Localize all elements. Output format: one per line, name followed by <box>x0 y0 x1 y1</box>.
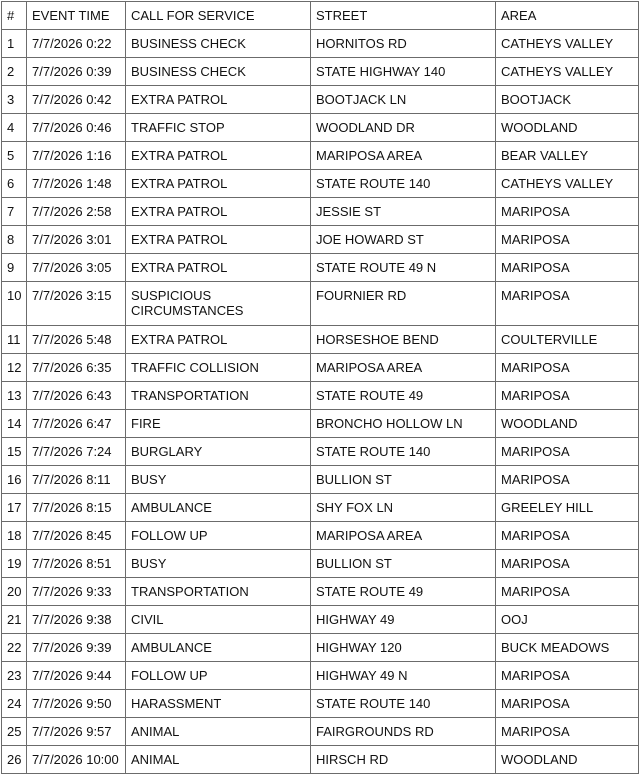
cell-event-time: 7/7/2026 1:48 <box>27 170 126 198</box>
table-body <box>2 30 639 774</box>
cell-area: MARIPOSA <box>496 578 639 606</box>
cell-number: 13 <box>2 382 27 410</box>
cell-area: MARIPOSA <box>496 438 639 466</box>
cell-number: 26 <box>2 746 27 774</box>
cell-call-for-service: FIRE <box>126 410 311 438</box>
column-header-event-time: EVENT TIME <box>27 2 126 30</box>
table-row <box>2 746 639 774</box>
column-header-street: STREET <box>311 2 496 30</box>
table-header-row <box>2 2 639 30</box>
cell-area: CATHEYS VALLEY <box>496 58 639 86</box>
cell-event-time: 7/7/2026 9:44 <box>27 662 126 690</box>
table-row <box>2 170 639 198</box>
cell-number: 22 <box>2 634 27 662</box>
cell-event-time: 7/7/2026 3:05 <box>27 254 126 282</box>
cell-number: 18 <box>2 522 27 550</box>
cell-event-time: 7/7/2026 8:11 <box>27 466 126 494</box>
table-row <box>2 86 639 114</box>
cell-street: HIGHWAY 49 <box>311 606 496 634</box>
table-row <box>2 382 639 410</box>
table-row <box>2 466 639 494</box>
cell-street: HIGHWAY 120 <box>311 634 496 662</box>
cell-event-time: 7/7/2026 9:38 <box>27 606 126 634</box>
cell-call-for-service: TRANSPORTATION <box>126 578 311 606</box>
cell-street: STATE ROUTE 140 <box>311 438 496 466</box>
cell-area: COULTERVILLE <box>496 326 639 354</box>
cell-number: 6 <box>2 170 27 198</box>
cell-number: 24 <box>2 690 27 718</box>
call-log-table <box>1 1 639 774</box>
cell-call-for-service: BUSINESS CHECK <box>126 58 311 86</box>
cell-event-time: 7/7/2026 3:15 <box>27 282 126 326</box>
cell-number: 21 <box>2 606 27 634</box>
table-row <box>2 606 639 634</box>
cell-event-time: 7/7/2026 8:51 <box>27 550 126 578</box>
cell-call-for-service: BUSY <box>126 550 311 578</box>
cell-area: MARIPOSA <box>496 466 639 494</box>
table-row <box>2 634 639 662</box>
cell-event-time: 7/7/2026 9:39 <box>27 634 126 662</box>
cell-number: 5 <box>2 142 27 170</box>
table-row <box>2 282 639 326</box>
table-row <box>2 114 639 142</box>
table-row <box>2 662 639 690</box>
cell-area: WOODLAND <box>496 746 639 774</box>
cell-call-for-service: BUSINESS CHECK <box>126 30 311 58</box>
cell-area: CATHEYS VALLEY <box>496 30 639 58</box>
cell-call-for-service: EXTRA PATROL <box>126 86 311 114</box>
cell-number: 11 <box>2 326 27 354</box>
table-row <box>2 326 639 354</box>
cell-event-time: 7/7/2026 10:00 <box>27 746 126 774</box>
table-row <box>2 494 639 522</box>
cell-street: MARIPOSA AREA <box>311 522 496 550</box>
cell-street: MARIPOSA AREA <box>311 354 496 382</box>
table-row <box>2 690 639 718</box>
cell-area: MARIPOSA <box>496 254 639 282</box>
cell-event-time: 7/7/2026 0:46 <box>27 114 126 142</box>
cell-street: FAIRGROUNDS RD <box>311 718 496 746</box>
cell-event-time: 7/7/2026 0:42 <box>27 86 126 114</box>
cell-call-for-service: TRANSPORTATION <box>126 382 311 410</box>
cell-event-time: 7/7/2026 8:45 <box>27 522 126 550</box>
cell-street: STATE ROUTE 49 <box>311 382 496 410</box>
cell-area: GREELEY HILL <box>496 494 639 522</box>
cell-street: STATE ROUTE 49 <box>311 578 496 606</box>
cell-call-for-service: BUSY <box>126 466 311 494</box>
cell-event-time: 7/7/2026 6:35 <box>27 354 126 382</box>
cell-number: 23 <box>2 662 27 690</box>
cell-call-for-service: HARASSMENT <box>126 690 311 718</box>
cell-call-for-service: FOLLOW UP <box>126 522 311 550</box>
cell-area: MARIPOSA <box>496 690 639 718</box>
cell-event-time: 7/7/2026 8:15 <box>27 494 126 522</box>
cell-number: 9 <box>2 254 27 282</box>
cell-event-time: 7/7/2026 2:58 <box>27 198 126 226</box>
cell-call-for-service: EXTRA PATROL <box>126 142 311 170</box>
cell-event-time: 7/7/2026 1:16 <box>27 142 126 170</box>
cell-event-time: 7/7/2026 0:22 <box>27 30 126 58</box>
cell-street: BULLION ST <box>311 550 496 578</box>
cell-call-for-service: TRAFFIC STOP <box>126 114 311 142</box>
cell-call-for-service: TRAFFIC COLLISION <box>126 354 311 382</box>
cell-number: 14 <box>2 410 27 438</box>
cell-street: BRONCHO HOLLOW LN <box>311 410 496 438</box>
cell-area: MARIPOSA <box>496 662 639 690</box>
cell-street: HORNITOS RD <box>311 30 496 58</box>
table-row <box>2 550 639 578</box>
cell-event-time: 7/7/2026 9:33 <box>27 578 126 606</box>
cell-number: 15 <box>2 438 27 466</box>
cell-call-for-service: EXTRA PATROL <box>126 326 311 354</box>
cell-call-for-service: EXTRA PATROL <box>126 226 311 254</box>
cell-number: 19 <box>2 550 27 578</box>
column-header-call-for-service: CALL FOR SERVICE <box>126 2 311 30</box>
table-row <box>2 718 639 746</box>
cell-call-for-service: CIVIL <box>126 606 311 634</box>
cell-street: HORSESHOE BEND <box>311 326 496 354</box>
cell-call-for-service: EXTRA PATROL <box>126 254 311 282</box>
cell-call-for-service: EXTRA PATROL <box>126 198 311 226</box>
cell-number: 4 <box>2 114 27 142</box>
cell-street: HIGHWAY 49 N <box>311 662 496 690</box>
cell-area: MARIPOSA <box>496 382 639 410</box>
cell-street: JOE HOWARD ST <box>311 226 496 254</box>
table-row <box>2 578 639 606</box>
cell-area: MARIPOSA <box>496 282 639 326</box>
cell-call-for-service: AMBULANCE <box>126 634 311 662</box>
table-row <box>2 142 639 170</box>
cell-area: OOJ <box>496 606 639 634</box>
cell-event-time: 7/7/2026 0:39 <box>27 58 126 86</box>
cell-event-time: 7/7/2026 7:24 <box>27 438 126 466</box>
table-row <box>2 522 639 550</box>
cell-area: WOODLAND <box>496 114 639 142</box>
cell-number: 10 <box>2 282 27 326</box>
cell-number: 2 <box>2 58 27 86</box>
table-row <box>2 354 639 382</box>
cell-number: 20 <box>2 578 27 606</box>
cell-call-for-service: ANIMAL <box>126 746 311 774</box>
cell-number: 12 <box>2 354 27 382</box>
cell-area: BUCK MEADOWS <box>496 634 639 662</box>
table-row <box>2 438 639 466</box>
cell-event-time: 7/7/2026 9:50 <box>27 690 126 718</box>
column-header-number: # <box>2 2 27 30</box>
cell-area: MARIPOSA <box>496 550 639 578</box>
cell-street: STATE ROUTE 140 <box>311 170 496 198</box>
cell-area: MARIPOSA <box>496 354 639 382</box>
table-row <box>2 58 639 86</box>
cell-street: WOODLAND DR <box>311 114 496 142</box>
cell-street: STATE HIGHWAY 140 <box>311 58 496 86</box>
cell-number: 16 <box>2 466 27 494</box>
cell-street: STATE ROUTE 49 N <box>311 254 496 282</box>
cell-area: MARIPOSA <box>496 718 639 746</box>
cell-area: WOODLAND <box>496 410 639 438</box>
cell-number: 8 <box>2 226 27 254</box>
cell-street: BOOTJACK LN <box>311 86 496 114</box>
cell-number: 3 <box>2 86 27 114</box>
cell-area: MARIPOSA <box>496 226 639 254</box>
cell-event-time: 7/7/2026 5:48 <box>27 326 126 354</box>
cell-number: 17 <box>2 494 27 522</box>
cell-street: HIRSCH RD <box>311 746 496 774</box>
cell-event-time: 7/7/2026 6:43 <box>27 382 126 410</box>
table-row <box>2 226 639 254</box>
cell-area: BOOTJACK <box>496 86 639 114</box>
cell-call-for-service: AMBULANCE <box>126 494 311 522</box>
cell-event-time: 7/7/2026 3:01 <box>27 226 126 254</box>
cell-event-time: 7/7/2026 6:47 <box>27 410 126 438</box>
table-row <box>2 254 639 282</box>
table-row <box>2 198 639 226</box>
cell-street: BULLION ST <box>311 466 496 494</box>
table-row <box>2 30 639 58</box>
cell-area: MARIPOSA <box>496 198 639 226</box>
cell-street: MARIPOSA AREA <box>311 142 496 170</box>
table-row <box>2 410 639 438</box>
cell-call-for-service: SUSPICIOUS CIRCUMSTANCES <box>126 282 311 326</box>
cell-street: FOURNIER RD <box>311 282 496 326</box>
column-header-area: AREA <box>496 2 639 30</box>
cell-street: JESSIE ST <box>311 198 496 226</box>
cell-call-for-service: FOLLOW UP <box>126 662 311 690</box>
cell-area: MARIPOSA <box>496 522 639 550</box>
cell-call-for-service: ANIMAL <box>126 718 311 746</box>
cell-street: SHY FOX LN <box>311 494 496 522</box>
cell-number: 25 <box>2 718 27 746</box>
cell-event-time: 7/7/2026 9:57 <box>27 718 126 746</box>
cell-number: 7 <box>2 198 27 226</box>
cell-call-for-service: BURGLARY <box>126 438 311 466</box>
cell-street: STATE ROUTE 140 <box>311 690 496 718</box>
cell-number: 1 <box>2 30 27 58</box>
cell-area: BEAR VALLEY <box>496 142 639 170</box>
cell-area: CATHEYS VALLEY <box>496 170 639 198</box>
cell-call-for-service: EXTRA PATROL <box>126 170 311 198</box>
